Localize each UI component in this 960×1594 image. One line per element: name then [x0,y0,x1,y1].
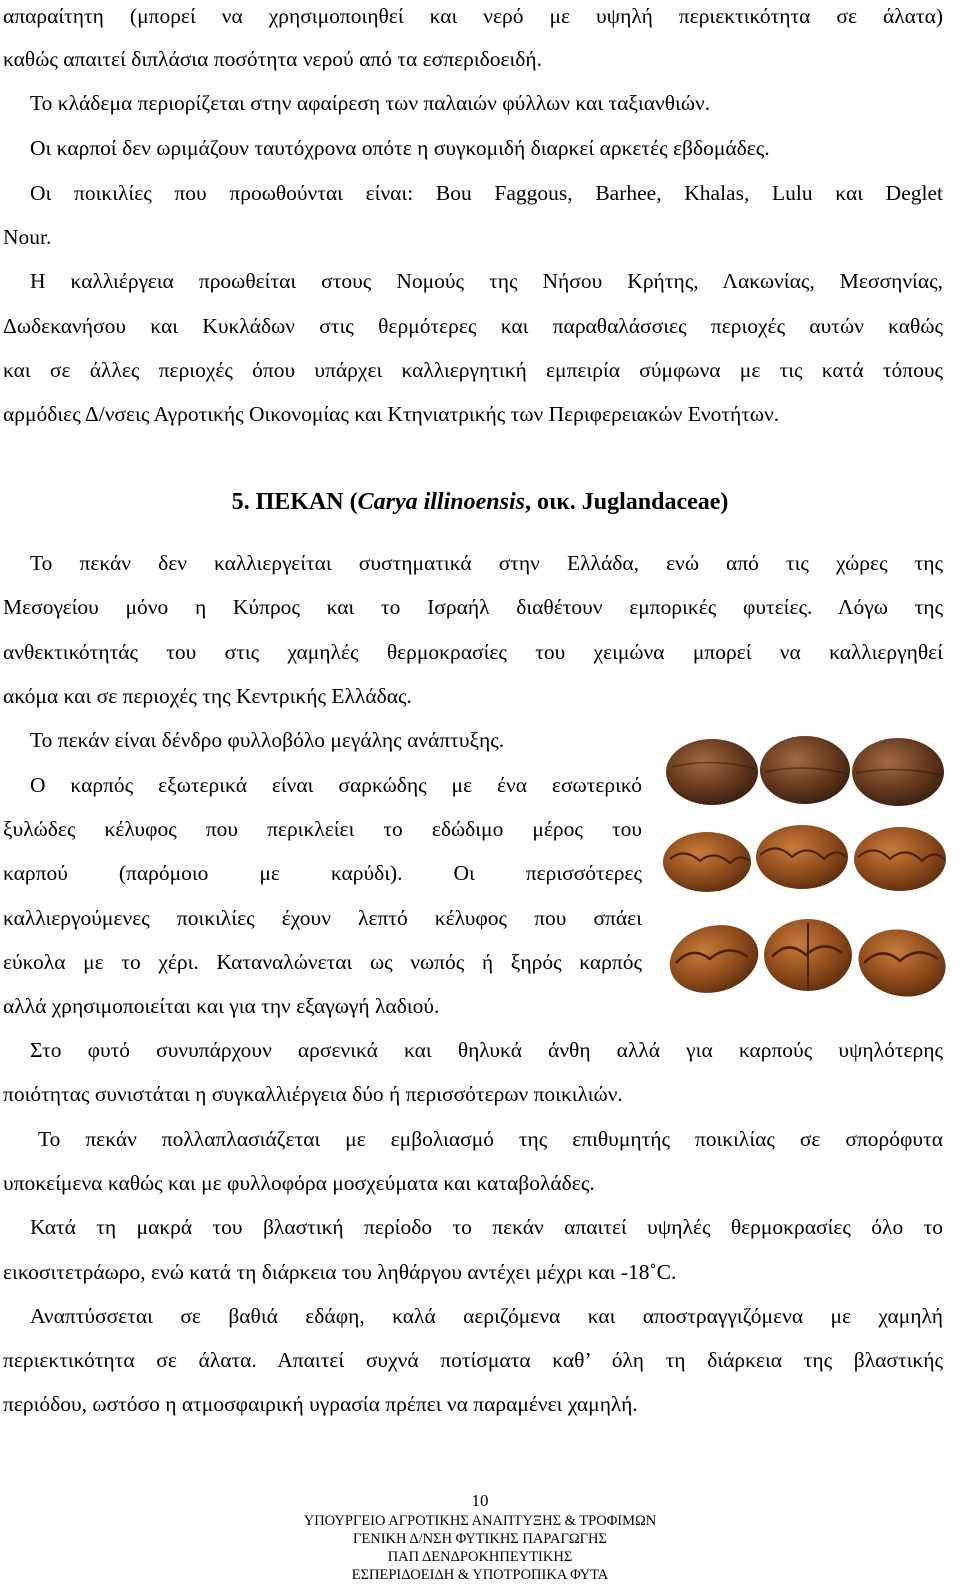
text-line: υποκείμενα καθώς και με φυλλοφόρα μοσχεύματα και καταβολάδες. [3,1171,595,1195]
text-line: Το πεκάν δεν καλλιεργείται συστηματικά στην Ελλάδα, ενώ από τις χώρες της [30,551,943,575]
text-line: Το πεκάν πολλαπλασιάζεται με εμβολιασμό της επιθυμητής ποικιλίας σε σπορόφυτα [38,1127,943,1151]
text-line: Οι ποικιλίες που προωθούνται είναι: Bou Faggous, Barhee, Khalas, Lulu και Deglet [30,181,943,205]
text-line: ακόμα και σε περιοχές της Κεντρικής Ελλάδας. [3,684,412,708]
text-line: περιόδου, ωστόσο η ατμοσφαιρική υγρασία πρέπει να παραμένει χαμηλή. [3,1392,638,1416]
pecan-kernel-row [662,915,952,1004]
text-line: απαραίτητη (μπορεί να χρησιμοποιηθεί και νερό με υψηλή περιεκτικότητα σε άλατα) [3,4,943,28]
text-line: Το κλάδεμα περιορίζεται στην αφαίρεση των παλαιών φύλλων και ταξιανθιών. [30,91,711,115]
text-line: ανθεκτικότητάς του στις χαμηλές θερμοκρασίες του χειμώνα μπορεί να καλλιεργηθεί [3,640,943,664]
pecan-nuts-image [662,727,952,1007]
footer-line: ΓΕΝΙΚΗ Δ/ΝΣΗ ΦΥΤΙΚΗΣ ΠΑΡΑΓΩΓΗΣ [353,1531,607,1547]
text-line: Η καλλιέργεια προωθείται στους Νομούς της Νήσου Κρήτης, Λακωνίας, Μεσσηνίας, [30,269,943,293]
text-line: Ο καρπός εξωτερικά είναι σαρκώδης με ένα εσωτερικό [30,773,642,797]
text-line: καθώς απαιτεί διπλάσια ποσότητα νερού από τα εσπεριδοειδή. [3,47,543,71]
footer-line: ΕΣΠΕΡΙΔΟΕΙΔΗ & ΥΠΟΤΡΟΠΙΚΑ ΦΥΤΑ [351,1567,609,1583]
footer-line: ΠΑΠ ΔΕΝΔΡΟΚΗΠΕΥΤΙΚΗΣ [387,1549,573,1565]
text-line: ποιότητας συνιστάται η συγκαλλιέργεια δύο ή περισσότερων ποικιλιών. [3,1082,623,1106]
text-line: καρπού (παρόμοιο με καρύδι). Οι περισσότερες [3,861,642,885]
text-line: Αναπτύσσεται σε βαθιά εδάφη, καλά αεριζόμενα και αποστραγγιζόμενα με χαμηλή [30,1304,943,1328]
text-line: Κατά τη μακρά του βλαστική περίοδο το πεκάν απαιτεί υψηλές θερμοκρασίες όλο το [30,1215,943,1239]
text-line: Το πεκάν είναι δένδρο φυλλοβόλο μεγάλης ανάπτυξης. [30,728,505,752]
section-heading: 5. ΠΕΚΑΝ (Carya illinoensis, οικ. Juglandaceae) [231,489,729,515]
page-number: 10 [471,1491,489,1510]
footer-line: ΥΠΟΥΡΓΕΙΟ ΑΓΡΟΤΙΚΗΣ ΑΝΑΠΤΥΞΗΣ & ΤΡΟΦΙΜΩΝ [303,1513,657,1529]
text-line: εικοσιτετράωρο, ενώ κατά τη διάρκεια του ληθάργου αντέχει μέχρι και -18˚C. [3,1260,677,1284]
pecan-cracked-row [663,825,946,892]
text-line: Στο φυτό συνυπάρχουν αρσενικά και θηλυκά άνθη αλλά για καρπούς υψηλότερης [30,1038,943,1062]
text-line: καλλιεργούμενες ποικιλίες έχουν λεπτό κέλυφος που σπάει [3,906,642,930]
text-line: Nour. [3,225,52,249]
text-line: περιεκτικότητα σε άλατα. Απαιτεί συχνά ποτίσματα καθ’ όλη τη διάρκεια της βλαστικής [3,1348,943,1372]
text-line: Οι καρποί δεν ωριμάζουν ταυτόχρονα οπότε η συγκομιδή διαρκεί αρκετές εβδομάδες. [30,136,770,160]
text-line: Μεσογείου μόνο η Κύπρος και το Ισραήλ διαθέτουν εμπορικές φυτείες. Λόγω της [3,595,943,619]
text-line: Δωδεκανήσου και Κυκλάδων στις θερμότερες και παραθαλάσσιες περιοχές αυτών καθώς [3,314,943,338]
text-line: ξυλώδες κέλυφος που περικλείει το εδώδιμο μέρος του [3,817,642,841]
text-line: εύκολα με το χέρι. Καταναλώνεται ως νωπός ή ξηρός καρπός [3,950,642,974]
text-line: αλλά χρησιμοποιείται και για την εξαγωγή λαδιού. [3,994,440,1018]
text-line: αρμόδιες Δ/νσεις Αγροτικής Οικονομίας και Κτηνιατρικής των Περιφερειακών Ενοτήτων. [3,402,780,426]
pecan-shell-row [666,736,944,806]
text-line: και σε άλλες περιοχές όπου υπάρχει καλλιεργητική εμπειρία σύμφωνα με τις κατά τόπους [3,358,943,382]
